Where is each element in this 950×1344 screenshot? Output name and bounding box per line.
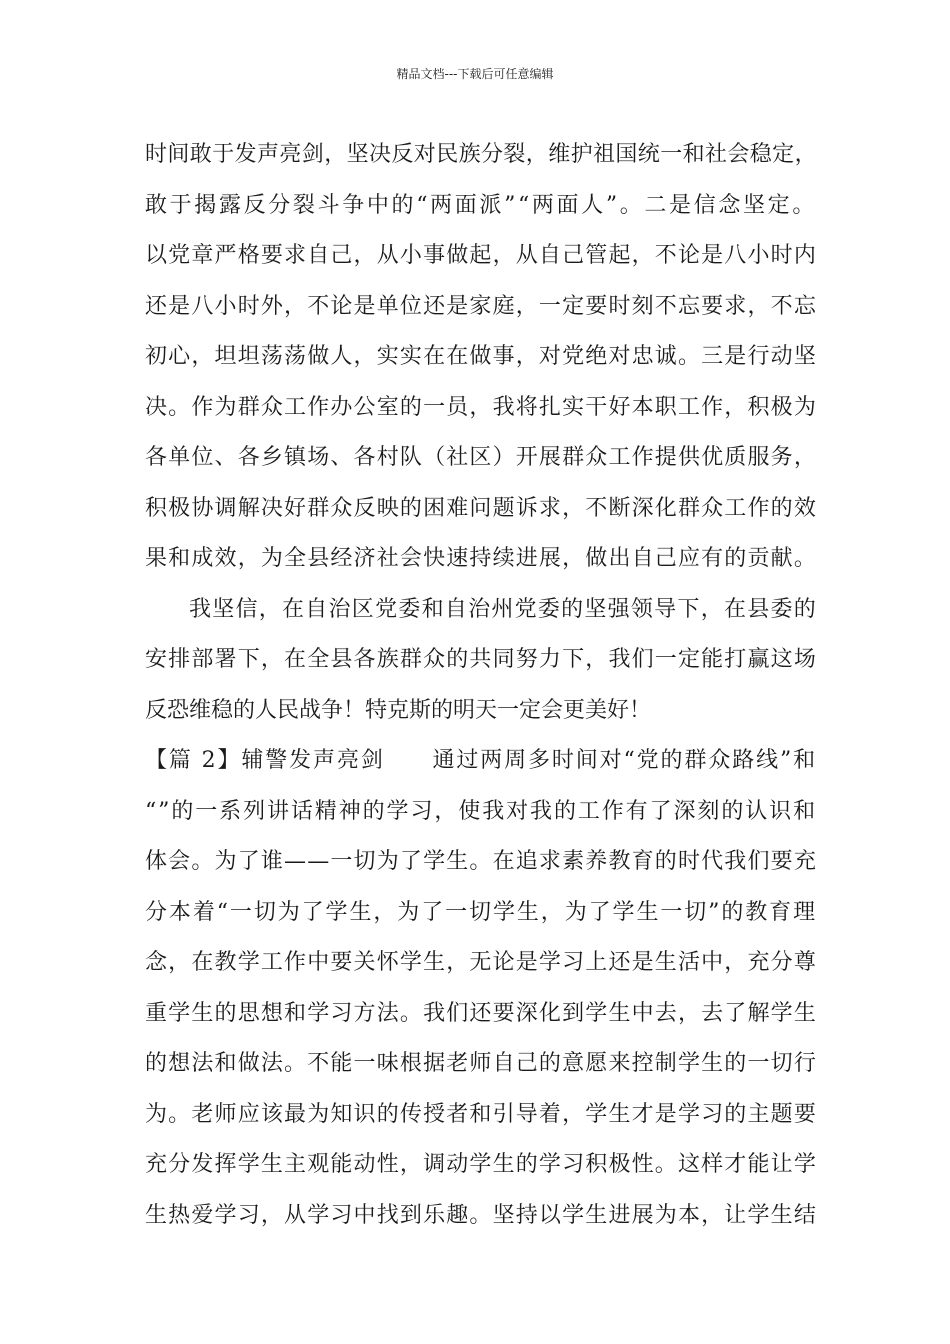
text-line: 重学生的思想和学习方法。我们还要深化到学生中去，去了解学生 bbox=[145, 1000, 817, 1026]
text-line: 反恐维稳的人民战争！特克斯的明天一定会更美好！ bbox=[145, 697, 652, 723]
text-line: 还是八小时外，不论是单位还是家庭，一定要时刻不忘要求，不忘 bbox=[145, 293, 817, 319]
text-line: 各单位、各乡镇场、各村队（社区）开展群众工作提供优质服务， bbox=[145, 445, 817, 470]
text-line: 初心，坦坦荡荡做人，实实在在做事，对党绝对忠诚。三是行动坚 bbox=[145, 344, 817, 369]
text-line: 决。作为群众工作办公室的一员，我将扎实干好本职工作，积极为 bbox=[145, 394, 817, 420]
text-line: 为。老师应该最为知识的传授者和引导着，学生才是学习的主题要 bbox=[145, 1101, 817, 1127]
text-line: 体会。为了谁——一切为了学生。在追求素养教育的时代我们要充 bbox=[145, 849, 817, 874]
text-line: 果和成效，为全县经济社会快速持续进展，做出自己应有的贡献。 bbox=[145, 546, 817, 571]
page-header: 精品文档---下载后可任意编辑 bbox=[396, 67, 554, 81]
text-line: 我坚信，在自治区党委和自治州党委的坚强领导下，在县委的 bbox=[189, 596, 817, 622]
text-line: 充分发挥学生主观能动性，调动学生的学习积极性。这样才能让学 bbox=[145, 1152, 817, 1177]
text-line: 【篇 2】辅警发声亮剑 通过两周多时间对“党的群众路线”和 bbox=[145, 748, 817, 773]
text-line: 积极协调解决好群众反映的困难问题诉求，不断深化群众工作的效 bbox=[145, 495, 817, 521]
body-text bbox=[145, 130, 817, 1241]
text-line: 敢于揭露反分裂斗争中的“两面派”“两面人”。二是信念坚定。 bbox=[145, 192, 817, 218]
text-line: 时间敢于发声亮剑，坚决反对民族分裂，维护祖国统一和社会稳定， bbox=[145, 142, 817, 167]
text-line: 以党章严格要求自己，从小事做起，从自己管起，不论是八小时内 bbox=[145, 243, 817, 268]
text-line: 分本着“一切为了学生，为了一切学生，为了学生一切”的教育理 bbox=[145, 899, 817, 925]
text-line: 念，在教学工作中要关怀学生，无论是学习上还是生活中，充分尊 bbox=[145, 950, 817, 975]
text-line: 生热爱学习，从学习中找到乐趣。坚持以学生进展为本，让学生结 bbox=[145, 1202, 817, 1228]
text-line: 的想法和做法。不能一味根据老师自己的意愿来控制学生的一切行 bbox=[145, 1051, 817, 1076]
text-line: 安排部署下，在全县各族群众的共同努力下，我们一定能打赢这场 bbox=[145, 647, 817, 672]
text-line: “”的一系列讲话精神的学习，使我对我的工作有了深刻的认识和 bbox=[145, 798, 817, 824]
